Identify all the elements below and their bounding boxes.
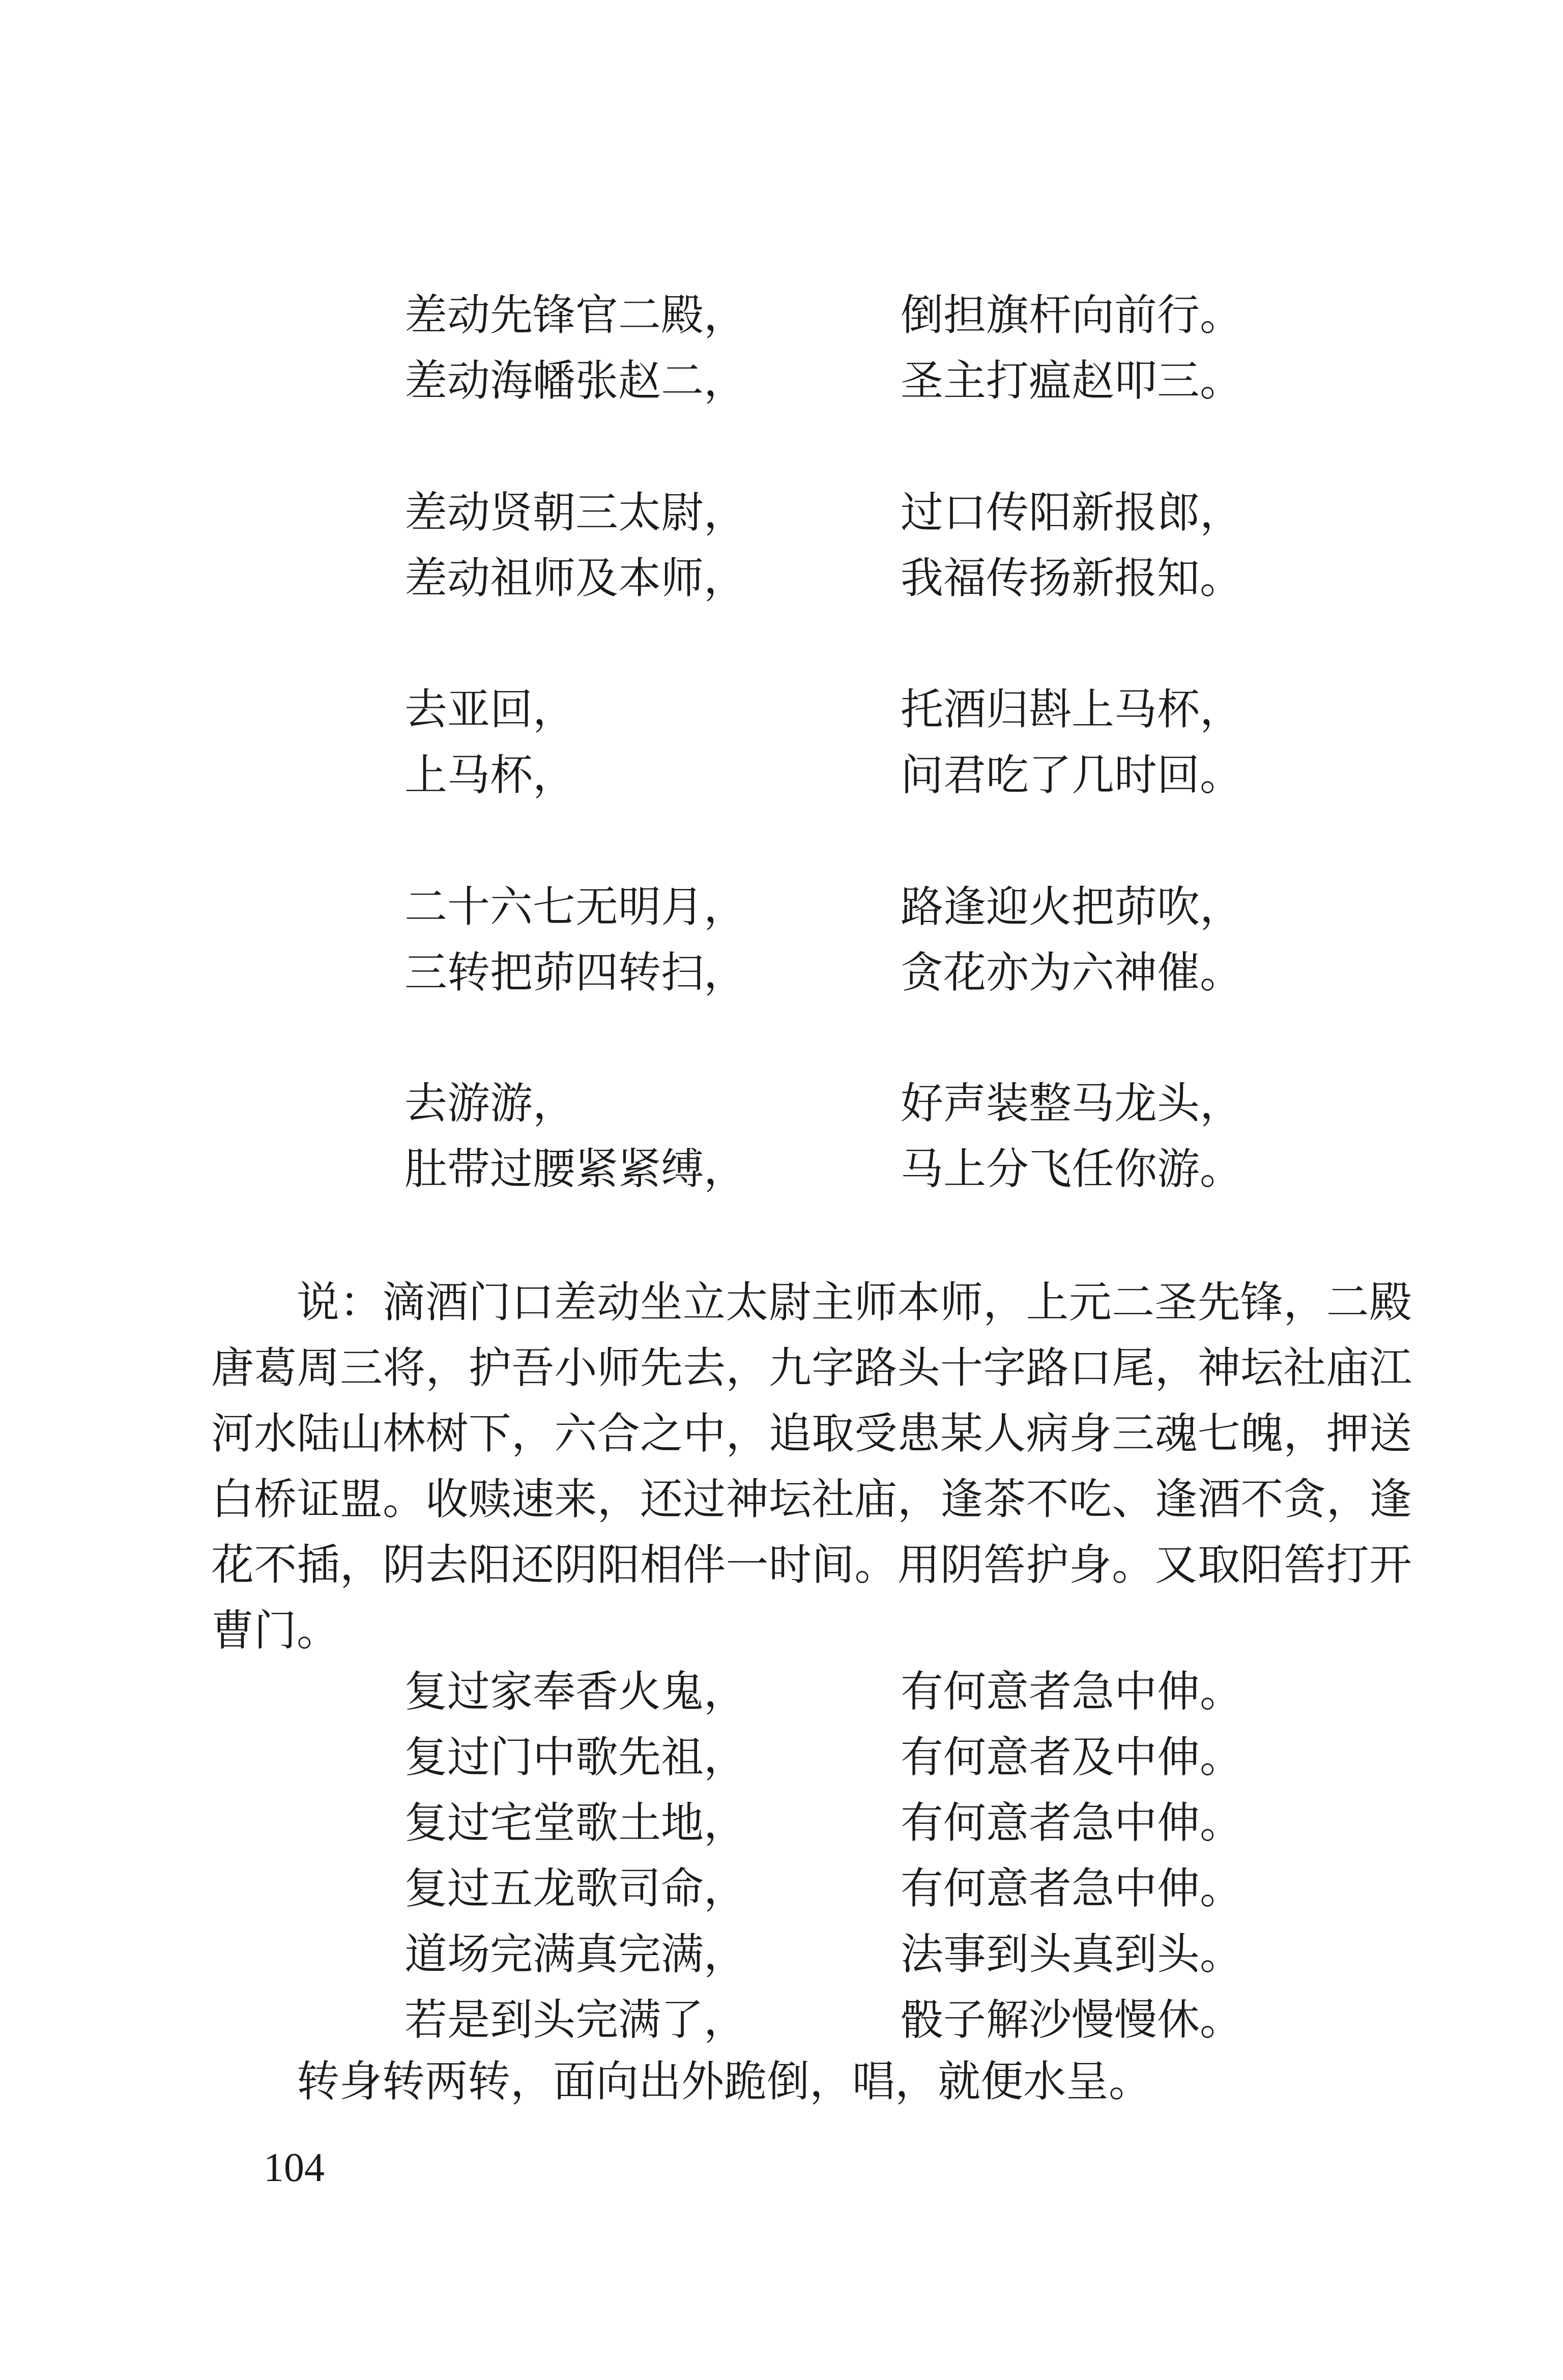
verse-line [404,742,1371,808]
verse-left: 差动祖师及本师， [404,553,747,603]
page-number: 104 [264,2145,325,2190]
verse-stanza-1 [404,282,1371,414]
verse-line [404,348,1371,414]
verse-right: 圣主打瘟赵叩三。 [901,356,1243,406]
verse-line [404,1922,1371,1987]
verse-left: 二十六七无明月， [404,882,747,932]
verse-right: 有何意者及中伸。 [901,1732,1243,1782]
verse-line [404,1136,1371,1202]
verse-left: 上马杯， [404,750,576,800]
verse-right: 骰子解沙慢慢休。 [901,1995,1243,2045]
verse-left: 去亚回， [404,684,576,734]
verse-stanza-5 [404,1071,1371,1202]
verse-left: 差动贤朝三太尉， [404,488,747,537]
verse-left: 复过家奉香火鬼， [404,1667,747,1716]
verse-right: 好声装整马龙头， [901,1078,1243,1128]
verse-right: 法事到头真到头。 [901,1929,1243,1979]
verse-left: 差动海幡张赵二， [404,356,747,406]
verse-left: 肚带过腰紧紧缚， [404,1144,747,1194]
verse-left: 复过门中歌先祖， [404,1732,747,1782]
verse-stanza-6 [404,1659,1371,2053]
verse-right: 问君吃了几时回。 [901,750,1243,800]
verse-right: 托酒归斟上马杯， [901,684,1243,734]
verse-stanza-4 [404,874,1371,1006]
verse-right: 有何意者急中伸。 [901,1667,1243,1716]
verse-line [404,1659,1371,1725]
verse-stanza-2 [404,480,1371,611]
verse-right: 路逢迎火把茆吹， [901,882,1243,932]
verse-right: 我福传扬新报知。 [901,553,1243,603]
verse-right: 过口传阳新报郎， [901,488,1243,537]
verse-line [404,940,1371,1006]
closing-instruction: 转身转两转，面向出外跪倒，唱，就便水呈。 [297,2056,1152,2106]
verse-right: 有何意者急中伸。 [901,1798,1243,1848]
verse-left: 去游游， [404,1078,576,1128]
prose-text: 说：滴酒门口差动坐立太尉主师本师，上元二圣先锋，二殿唐葛周三将，护吾小师先去，九字路头十字路口尾，神坛社庙江河水陆山林树下，六合之中，追取受患某人病身三魂七魄，押送白桥证盟。收赎速来，还过神坛社庙，逢茶不吃、逢酒不贪，逢花不插，阴去阳还阴阳相伴一时间。用阴筶护身。又取阳筶打开曹门。 [211,1277,1412,1655]
verse-left: 三转把茆四转扫， [404,948,747,997]
verse-right: 倒担旗杆向前行。 [901,290,1243,340]
prose-paragraph [211,1270,1412,1664]
verse-left: 道场完满真完满， [404,1929,747,1979]
verse-stanza-3 [404,677,1371,808]
verse-line [404,874,1371,940]
verse-right: 马上分飞任你游。 [901,1144,1243,1194]
verse-line [404,1725,1371,1790]
verse-right: 有何意者急中伸。 [901,1863,1243,1913]
verse-line [404,546,1371,611]
verse-line [404,282,1371,348]
verse-left: 若是到头完满了， [404,1995,747,2045]
verse-right: 贪花亦为六神催。 [901,948,1243,997]
verse-line [404,1856,1371,1922]
verse-line [404,677,1371,742]
verse-line [404,1790,1371,1856]
verse-left: 复过宅堂歌土地， [404,1798,747,1848]
verse-left: 复过五龙歌司命， [404,1863,747,1913]
verse-line [404,1987,1371,2053]
verse-line [404,480,1371,546]
verse-line [404,1071,1371,1136]
verse-left: 差动先锋官二殿， [404,290,747,340]
